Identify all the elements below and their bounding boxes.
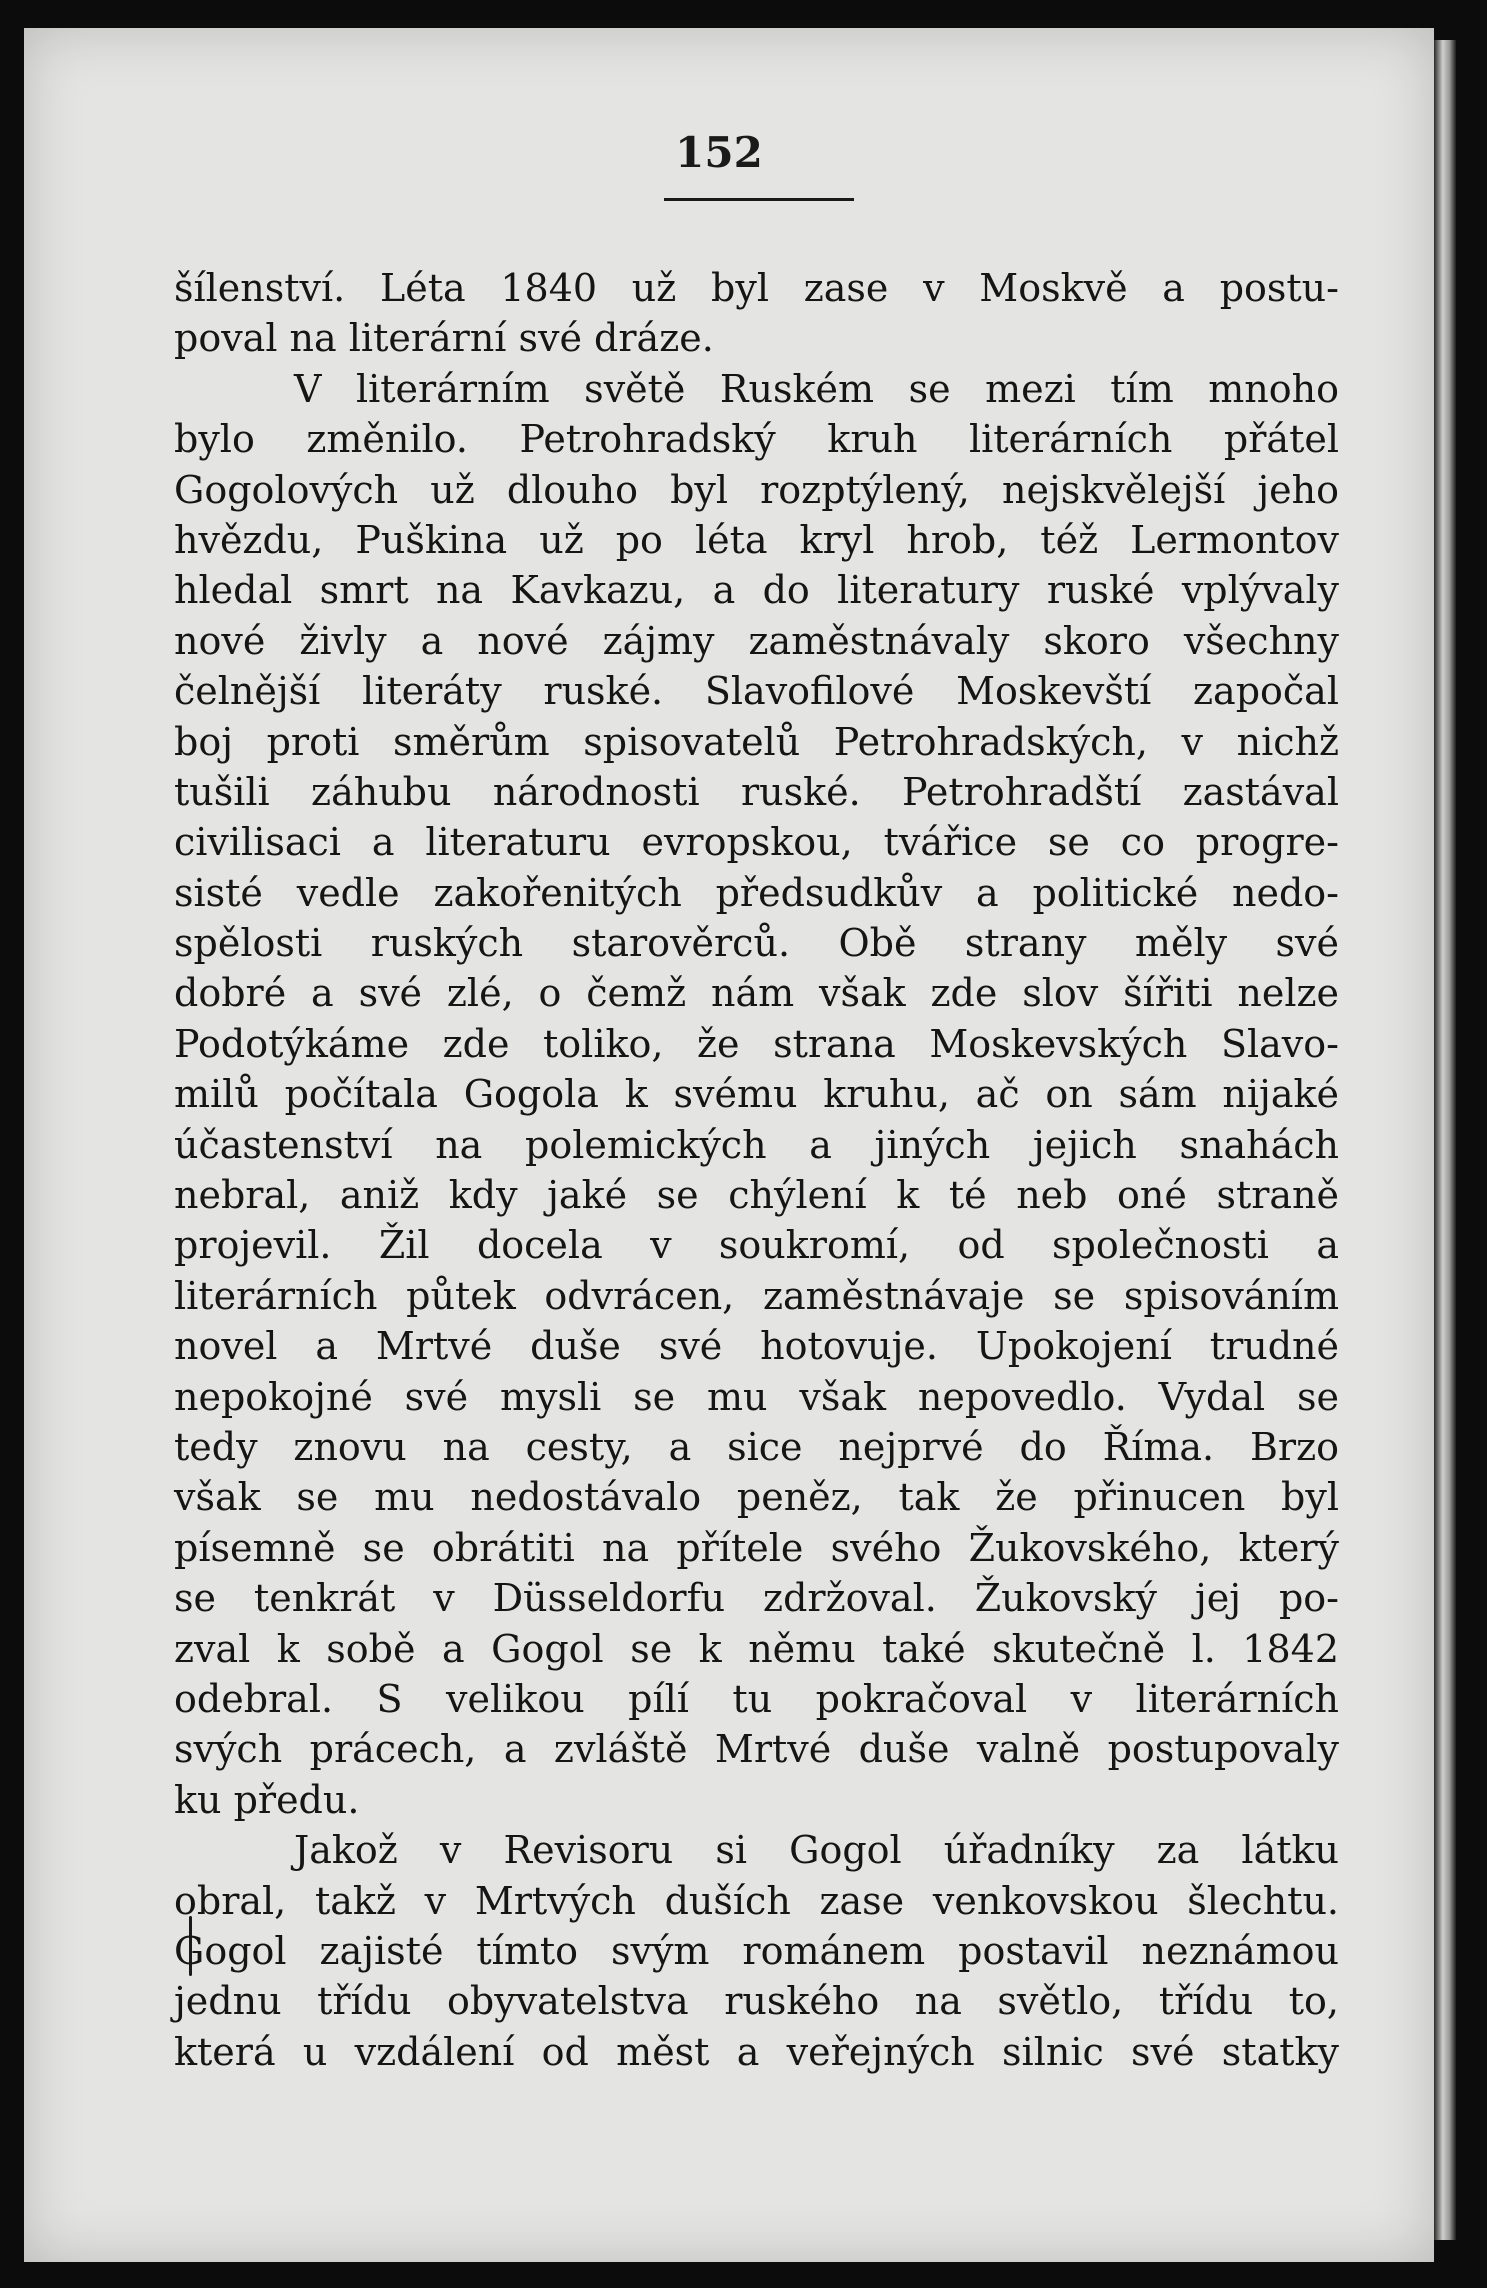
text-line: civilisaci a literaturu evropskou, tvářice se co progre- bbox=[174, 820, 1339, 865]
text-line: tedy znovu na cesty, a sice nejprvé do Říma. Brzo bbox=[174, 1424, 1339, 1469]
text-line: hledal smrt na Kavkazu, a do literatury ruské vplývaly bbox=[174, 568, 1339, 613]
text-line: písemně se obrátiti na přítele svého Žukovského, který bbox=[174, 1525, 1339, 1570]
text-line: boj proti směrům spisovatelů Petrohradských, v nichž bbox=[174, 719, 1339, 764]
text-line: novel a Mrtvé duše své hotovuje. Upokojení trudné bbox=[174, 1324, 1339, 1369]
body-text bbox=[174, 263, 1339, 2077]
text-line: nové živly a nové zájmy zaměstnávaly skoro všechny bbox=[174, 618, 1339, 663]
text-line: však se mu nedostávalo peněz, tak že přinucen byl bbox=[174, 1475, 1339, 1520]
text-line: svých prácech, a zvláště Mrtvé duše valně postupovaly bbox=[174, 1727, 1339, 1772]
text-line: ku předu. bbox=[174, 1777, 360, 1822]
text-line: dobré a své zlé, o čemž nám však zde slov šířiti nelze bbox=[174, 971, 1339, 1016]
text-line: čelnější literáty ruské. Slavofilové Moskevští započal bbox=[174, 669, 1339, 714]
text-line: V literárním světě Ruském se mezi tím mnoho bbox=[294, 366, 1339, 411]
text-line: která u vzdálení od měst a veřejných silnic své statky bbox=[174, 2029, 1339, 2074]
book-page bbox=[24, 28, 1434, 2262]
text-line: Gogol zajisté tímto svým románem postavil neznámou bbox=[174, 1928, 1339, 1973]
text-line: nebral, aniž kdy jaké se chýlení k té neb oné straně bbox=[174, 1173, 1339, 1218]
text-line: se tenkrát v Düsseldorfu zdržoval. Žukovský jej po- bbox=[174, 1576, 1339, 1621]
text-line: zval k sobě a Gogol se k němu také skutečně l. 1842 bbox=[174, 1626, 1339, 1671]
text-line: sisté vedle zakořenitých předsudkův a politické nedo- bbox=[174, 870, 1339, 915]
text-line: bylo změnilo. Petrohradský kruh literárních přátel bbox=[174, 417, 1339, 462]
text-line: účastenství na polemických a jiných jejich snahách bbox=[174, 1122, 1339, 1167]
text-line: spělosti ruských starověrců. Obě strany měly své bbox=[174, 921, 1339, 966]
text-line: milů počítala Gogola k svému kruhu, ač on sám nijaké bbox=[174, 1072, 1339, 1117]
text-line: literárních půtek odvrácen, zaměstnávaje se spisováním bbox=[174, 1273, 1339, 1318]
text-line: Gogolových už dlouho byl rozptýlený, nejskvělejší jeho bbox=[174, 467, 1339, 512]
header-rule bbox=[664, 198, 854, 201]
text-line: šílenství. Léta 1840 už byl zase v Moskvě a postu- bbox=[174, 266, 1339, 310]
text-line: projevil. Žil docela v soukromí, od společnosti a bbox=[174, 1223, 1339, 1268]
text-line: hvězdu, Puškina už po léta kryl hrob, též Lermontov bbox=[174, 517, 1339, 562]
page-number: 152 bbox=[675, 128, 763, 177]
text-line: nepokojné své mysli se mu však nepovedlo. Vydal se bbox=[174, 1374, 1339, 1419]
text-line: odebral. S velikou pílí tu pokračoval v literárních bbox=[174, 1676, 1339, 1721]
page-edge bbox=[1434, 40, 1456, 2240]
text-line: Jakož v Revisoru si Gogol úřadníky za látku bbox=[294, 1828, 1339, 1873]
text-line: Podotýkáme zde toliko, že strana Moskevských Slavo- bbox=[174, 1021, 1339, 1066]
text-line: tušili záhubu národnosti ruské. Petrohradští zastával bbox=[174, 769, 1339, 814]
text-line: poval na literární své dráze. bbox=[174, 316, 714, 361]
text-line: obral, takž v Mrtvých duších zase venkovskou šlechtu. bbox=[174, 1878, 1339, 1923]
text-line: jednu třídu obyvatelstva ruského na světlo, třídu to, bbox=[174, 1979, 1339, 2024]
